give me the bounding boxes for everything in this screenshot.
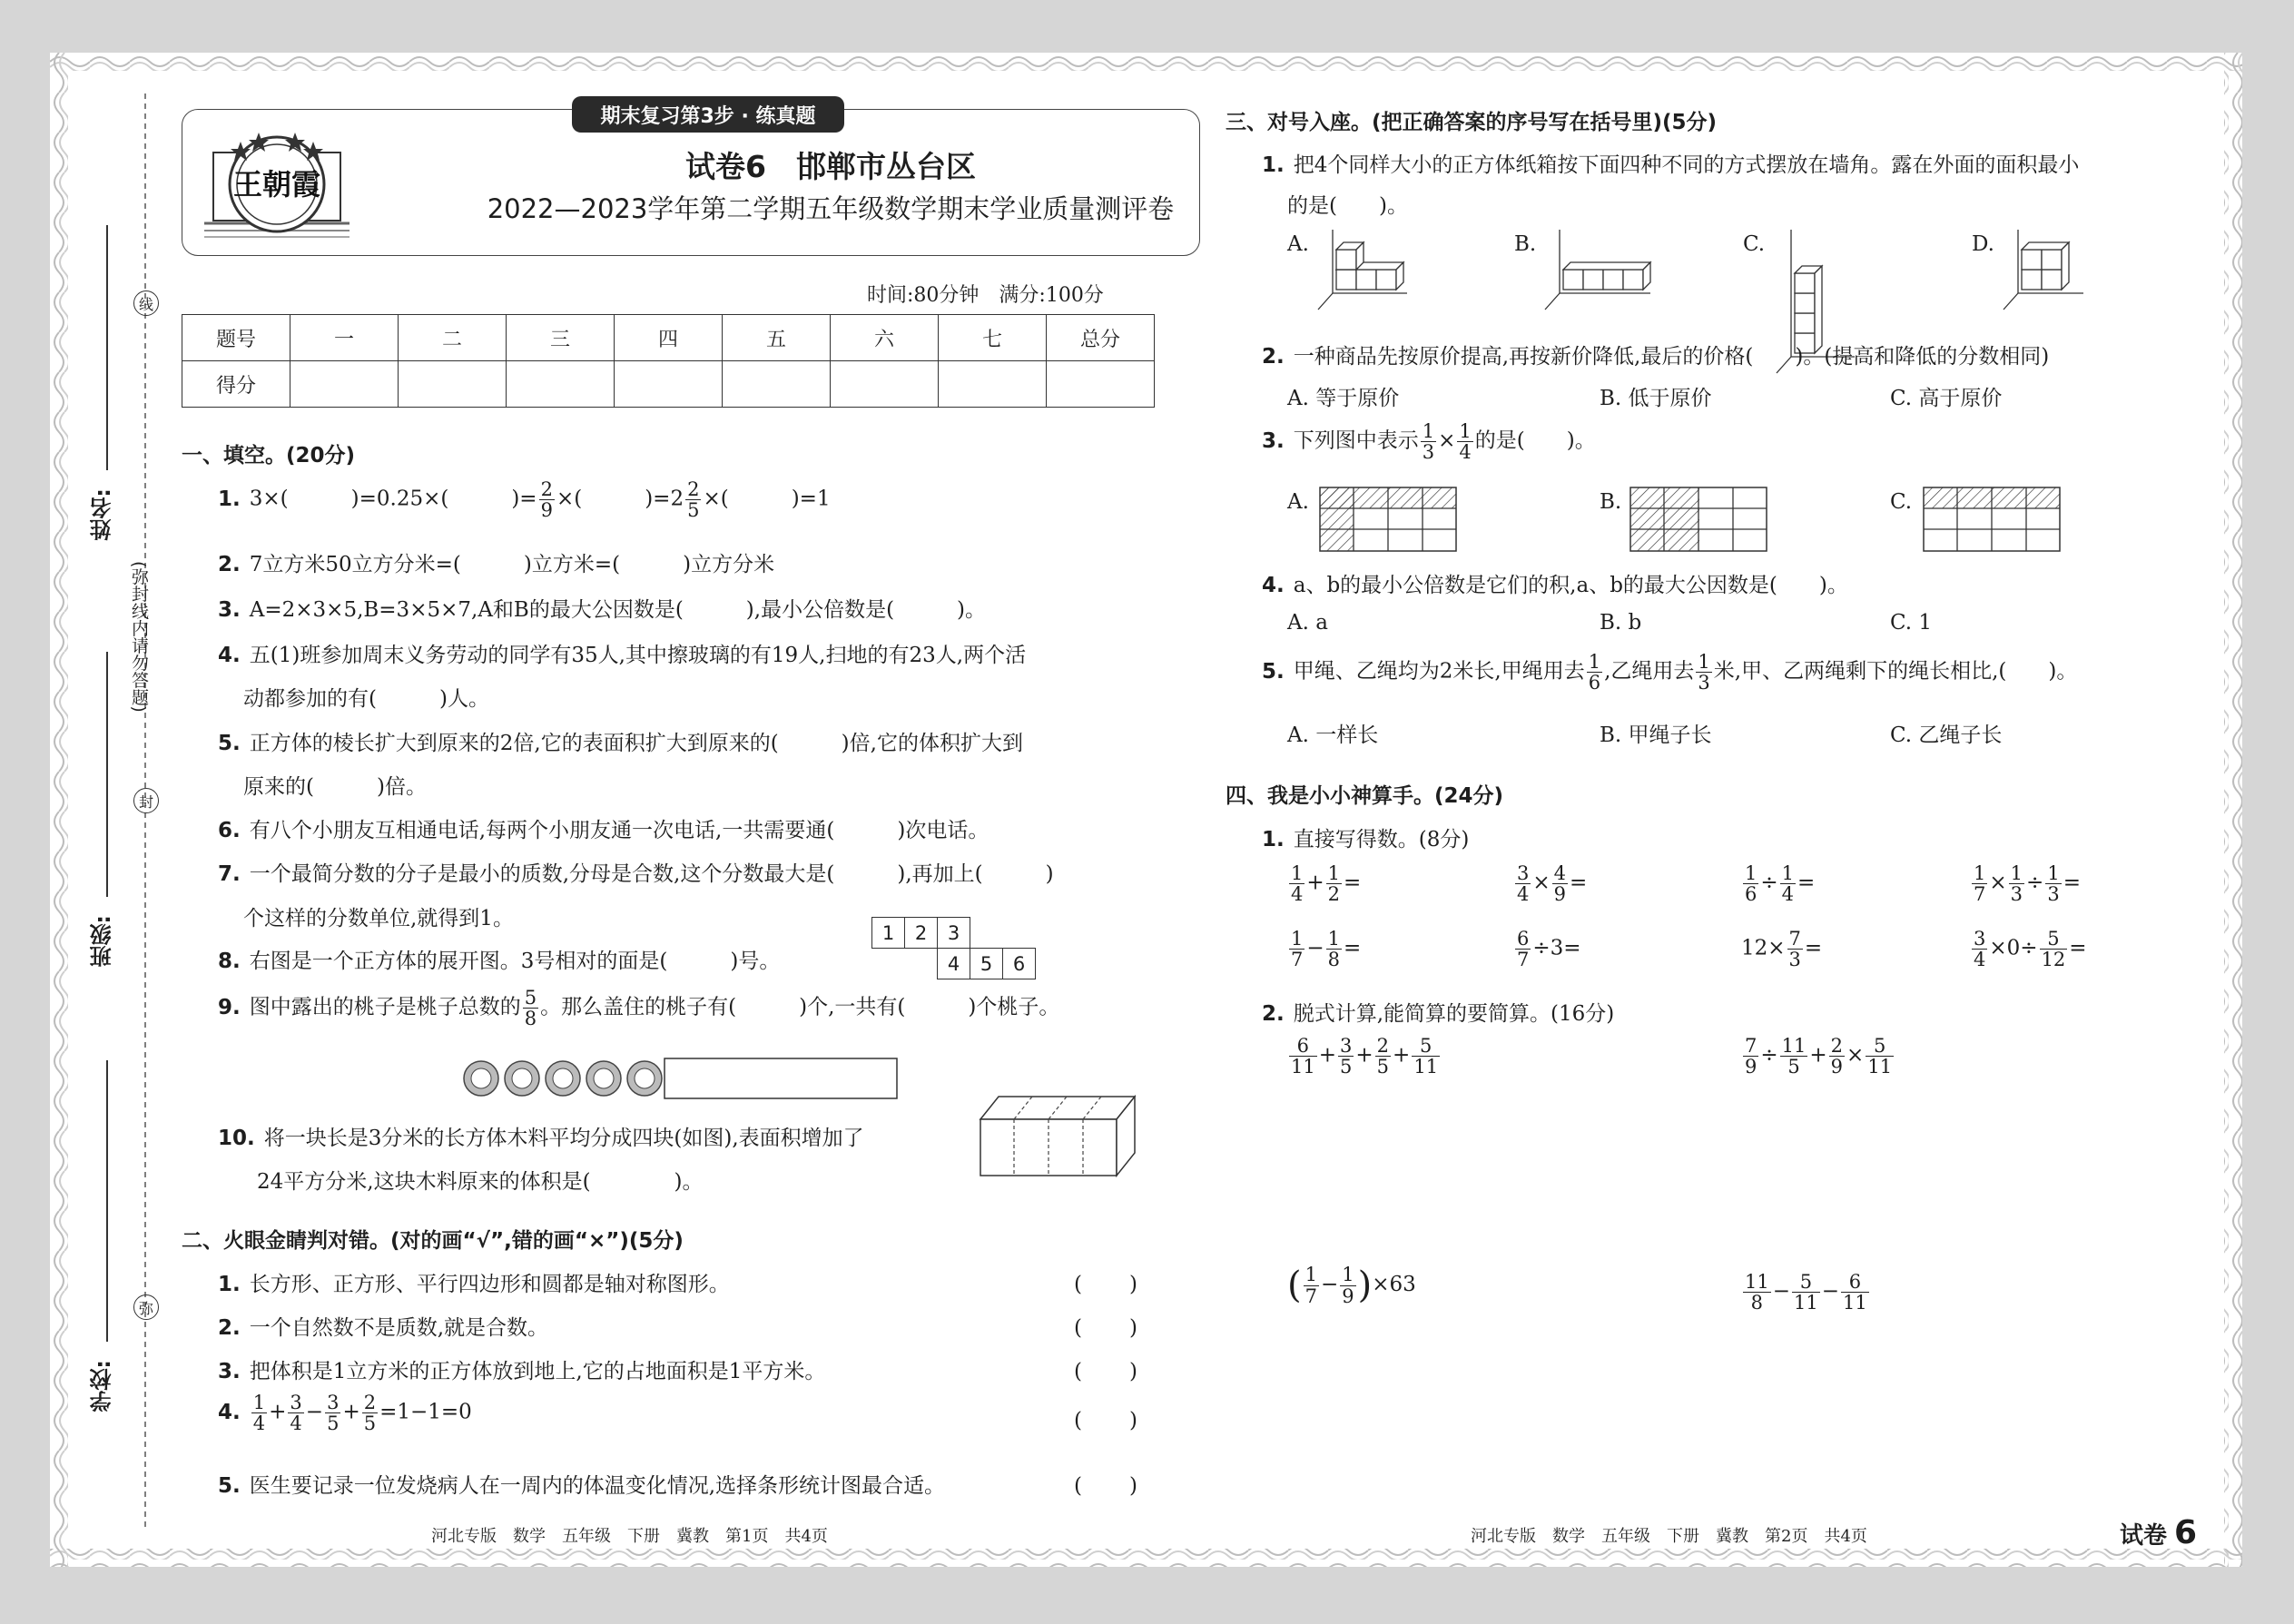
q2-2 xyxy=(218,1311,548,1341)
footer-left: 河北专版 数学 五年级 下册 冀教 第1页 共4页 xyxy=(431,1527,828,1546)
q-text: 把4个同样大小的正方体纸箱按下面四种不同的方式摆放在墙角。露在外面的面积最小 xyxy=(1293,153,2080,177)
grid-figure-a xyxy=(1319,487,1457,552)
binding-note: (弥封线内请勿答题) xyxy=(129,561,149,713)
score-header-0: 题号 xyxy=(182,315,290,361)
q-text: 一个最简分数的分子是最小的质数,分母是合数,这个分数最大是( ),再加上( ) xyxy=(249,862,1054,886)
q-number: 9. xyxy=(218,995,241,1019)
calc-7: 12× $\frac{7}{3}$ = xyxy=(1741,928,1823,971)
logo-seal-icon xyxy=(195,116,359,248)
paper-number: 6 xyxy=(2174,1514,2198,1551)
score-cell[interactable] xyxy=(615,361,723,408)
q-number: 4. xyxy=(218,644,241,667)
calc-1: $\frac{1}{4}$ + $\frac{1}{2}$ = xyxy=(1291,862,1362,906)
option-a[interactable]: A. a xyxy=(1287,611,1328,635)
q3-5 xyxy=(1262,652,2077,693)
answer-paren[interactable]: ( ) xyxy=(1074,1316,1139,1340)
binding-char-mi: 弥 xyxy=(133,1294,159,1320)
q-number: 7. xyxy=(218,862,241,886)
q-text: 医生要记录一位发烧病人在一周内的体温变化情况,选择条形统计图最合适。 xyxy=(249,1474,946,1498)
fraction: $\frac{2}{5}$ xyxy=(363,1392,377,1435)
q1-3 xyxy=(218,593,986,623)
q-number: 5. xyxy=(1262,659,1285,684)
q-text: 直接写得数。(8分) xyxy=(1293,828,1470,851)
q-text: 脱式计算,能简算的要简算。(16分) xyxy=(1293,1002,1615,1026)
option-a[interactable]: A. 一样长 xyxy=(1287,723,1379,747)
score-header-2: 二 xyxy=(399,315,507,361)
q1-10 xyxy=(218,1121,864,1151)
option-d[interactable]: D. xyxy=(1972,232,1994,256)
option-b[interactable]: B. xyxy=(1514,232,1537,256)
q3-1-cont: 的是( )。 xyxy=(1287,194,1408,218)
q1-4 xyxy=(218,638,1026,668)
score-header-6: 六 xyxy=(831,315,939,361)
calc-3: $\frac{1}{6}$ ÷ $\frac{1}{4}$ = xyxy=(1745,862,1816,906)
q-number: 6. xyxy=(218,819,241,842)
score-cell[interactable] xyxy=(723,361,831,408)
option-b[interactable]: B. 甲绳子长 xyxy=(1600,723,1712,747)
section-2-title: 二、火眼金睛判对错。(对的画“√”,错的画“×”)(5分) xyxy=(182,1229,684,1253)
section-1-title: 一、填空。(20分) xyxy=(182,444,356,468)
q1-5-cont: 原来的( )倍。 xyxy=(243,775,427,799)
calc-8: $\frac{3}{4}$ ×0÷ $\frac{5}{12}$ = xyxy=(1974,928,2087,971)
q-text: 长方形、正方形、平行四边形和圆都是轴对称图形。 xyxy=(249,1273,730,1296)
cubes-figure-b xyxy=(1543,230,1652,316)
q-text: 正方体的棱长扩大到原来的2倍,它的表面积扩大到原来的( )倍,它的体积扩大到 xyxy=(249,732,1023,755)
time-info: 时间:80分钟 满分:100分 xyxy=(867,284,1104,307)
score-table xyxy=(182,314,1155,408)
fraction: $\frac{3}{4}$ xyxy=(290,1392,302,1435)
q2-1 xyxy=(218,1267,730,1297)
score-cell[interactable] xyxy=(290,361,399,408)
option-c[interactable]: C. xyxy=(1743,232,1766,256)
q1-4-cont: 动都参加的有( )人。 xyxy=(243,687,489,711)
answer-paren[interactable]: ( ) xyxy=(1074,1409,1139,1432)
logo-text: 王朝霞 xyxy=(232,167,321,202)
q1-6 xyxy=(218,813,989,843)
score-cell[interactable] xyxy=(1047,361,1155,408)
score-header-3: 三 xyxy=(507,315,615,361)
q-text: ×( )=1 xyxy=(703,487,831,511)
q-text: 把体积是1立方米的正方体放到地上,它的占地面积是1平方米。 xyxy=(249,1360,826,1383)
step-calc-2: $\frac{7}{9}$ ÷ $\frac{11}{5}$ + $\frac{2}{9}$ × $\frac{5}{11}$ xyxy=(1745,1035,1893,1078)
grid-figure-b xyxy=(1629,487,1767,552)
q-number: 4. xyxy=(218,1400,241,1424)
q1-10-cont: 24平方分米,这块木料原来的体积是( )。 xyxy=(257,1170,704,1194)
score-cell[interactable] xyxy=(507,361,615,408)
q-text: 3×( )=0.25×( )= xyxy=(249,487,537,511)
q4-2 xyxy=(1262,997,1614,1027)
q-number: 5. xyxy=(218,732,241,755)
q3-3: 3. 下列图中表示 $\frac{1}{3}$ × $\frac{1}{4}$ 的是( )。 xyxy=(1262,420,1596,464)
net-cell: 5 xyxy=(970,948,1003,979)
q2-3 xyxy=(218,1354,825,1384)
calc-2: $\frac{3}{4}$ × $\frac{4}{9}$ = xyxy=(1517,862,1588,906)
name-label: 姓名: xyxy=(90,488,115,541)
q-text: 图中露出的桃子是桃子总数的 xyxy=(249,995,521,1019)
q4-1 xyxy=(1262,822,1469,852)
q-number: 10. xyxy=(218,1127,255,1150)
fraction: $\frac{1}{4}$ xyxy=(1459,420,1472,464)
step-calc-3: ( $\frac{1}{7}$ − $\frac{1}{9}$ )×63 xyxy=(1287,1264,1416,1307)
q-number: 3. xyxy=(218,1360,241,1383)
q-number: 3. xyxy=(1262,428,1285,453)
paper-label-block xyxy=(2120,1514,2197,1551)
q-number: 1. xyxy=(218,1273,241,1296)
exam-sheet xyxy=(50,53,2242,1567)
q3-4 xyxy=(1262,568,1848,598)
option-a[interactable]: A. 等于原价 xyxy=(1287,387,1400,410)
fraction: $\frac{1}{4}$ xyxy=(252,1392,266,1435)
score-header-total: 总分 xyxy=(1047,315,1155,361)
q1-2 xyxy=(218,547,774,577)
q-text: 将一块长是3分米的长方体木料平均分成四块(如图),表面积增加了 xyxy=(263,1127,864,1150)
q-text: ×( )=2 xyxy=(556,487,684,511)
q-text: 甲绳、乙绳均为2米长,甲绳用去 xyxy=(1293,659,1585,684)
fraction: $\frac{3}{5}$ xyxy=(327,1392,340,1435)
footer-right: 河北专版 数学 五年级 下册 冀教 第2页 共4页 xyxy=(1471,1527,1867,1546)
fraction: $\frac{1}{3}$ xyxy=(1422,420,1435,464)
q-number: 1. xyxy=(1262,828,1285,851)
grid-figure-c xyxy=(1923,487,2061,552)
option-c[interactable]: C. xyxy=(1890,490,1913,514)
q-text: 。那么盖住的桃子有( )个,一共有( )个桃子。 xyxy=(540,995,1060,1019)
section-4-title: 四、我是小小神算手。(24分) xyxy=(1226,784,1504,808)
q-text: 下列图中表示 xyxy=(1293,428,1419,453)
option-c[interactable]: C. 乙绳子长 xyxy=(1890,723,2003,747)
section-3-title: 三、对号入座。(把正确答案的序号写在括号里)(5分) xyxy=(1226,111,1718,134)
header-banner: 期末复习第3步 · 练真题 xyxy=(572,96,844,133)
binding-char-xian: 线 xyxy=(133,290,159,316)
answer-paren[interactable]: ( ) xyxy=(1074,1474,1139,1498)
option-b[interactable]: B. xyxy=(1600,490,1622,514)
net-cell: 1 xyxy=(871,917,905,949)
net-cell: 4 xyxy=(937,948,970,979)
q-text: 五(1)班参加周末义务劳动的同学有35人,其中擦玻璃的有19人,扫地的有23人,两个活 xyxy=(249,644,1027,667)
cubes-figure-d xyxy=(2002,230,2092,316)
q1-7-cont: 个这样的分数单位,就得到1。 xyxy=(243,907,514,930)
q-text: ,乙绳用去 xyxy=(1604,659,1695,684)
calc-4: $\frac{1}{7}$ × $\frac{1}{3}$ ÷ $\frac{1}{3}$ = xyxy=(1974,862,2081,906)
calc-5: $\frac{1}{7}$ − $\frac{1}{8}$ = xyxy=(1291,928,1362,971)
q-number: 3. xyxy=(218,598,241,622)
option-a[interactable]: A. xyxy=(1287,490,1309,514)
score-cell[interactable] xyxy=(399,361,507,408)
option-b[interactable]: B. 低于原价 xyxy=(1600,387,1712,410)
q1-8 xyxy=(218,944,780,974)
exam-title: 试卷6 邯郸市丛台区 xyxy=(685,149,976,184)
exam-subtitle: 2022—2023学年第二学期五年级数学期末学业质量测评卷 xyxy=(487,193,1175,224)
q-text: 有八个小朋友互相通电话,每两个小朋友通一次电话,一共需要通( )次电话。 xyxy=(249,819,989,842)
q3-2 xyxy=(1262,340,2049,369)
q-number: 5. xyxy=(218,1474,241,1498)
binding-char-feng: 封 xyxy=(133,788,159,813)
q-number: 8. xyxy=(218,950,241,973)
option-c[interactable]: C. 高于原价 xyxy=(1890,387,2003,410)
score-header-5: 五 xyxy=(723,315,831,361)
wood-block-figure xyxy=(976,1092,1139,1183)
school-label: 学校: xyxy=(90,1360,115,1412)
q-text: a、b的最小公倍数是它们的积,a、b的最大公因数是( )。 xyxy=(1293,574,1848,597)
q-number: 2. xyxy=(218,1316,241,1340)
score-header-4: 四 xyxy=(615,315,723,361)
fraction: $\frac{1}{3}$ xyxy=(1698,651,1710,694)
step-calc-4: $\frac{11}{8}$ − $\frac{5}{11}$ − $\frac{6}{11}$ xyxy=(1745,1271,1867,1314)
q-number: 2. xyxy=(1262,1002,1285,1026)
q-text: 7立方米50立方分米=( )立方米=( )立方分米 xyxy=(249,553,775,576)
paper-label: 试卷 xyxy=(2120,1522,2168,1550)
q-number: 2. xyxy=(1262,345,1285,369)
q-text: 米,甲、乙两绳剩下的绳长相比,( )。 xyxy=(1713,659,2078,684)
q1-5 xyxy=(218,726,1023,756)
class-label: 班级: xyxy=(90,915,115,968)
option-a[interactable]: A. xyxy=(1287,232,1309,256)
score-header-7: 七 xyxy=(939,315,1047,361)
class-field[interactable] xyxy=(106,652,108,897)
fraction: $\frac{5}{8}$ xyxy=(524,987,537,1030)
answer-paren[interactable]: ( ) xyxy=(1074,1360,1139,1383)
option-c[interactable]: C. 1 xyxy=(1890,611,1933,635)
score-cell[interactable] xyxy=(939,361,1047,408)
q-text: =1−1=0 xyxy=(379,1400,472,1424)
name-field[interactable] xyxy=(106,225,108,470)
q3-1 xyxy=(1262,148,2079,178)
q-number: 2. xyxy=(218,553,241,576)
net-cell: 3 xyxy=(937,917,970,949)
score-cell[interactable] xyxy=(831,361,939,408)
fraction: $\frac{2}{5}$ xyxy=(687,478,700,522)
step-calc-1: $\frac{6}{11}$ + $\frac{3}{5}$ + $\frac{2}{5}$ + $\frac{5}{11}$ xyxy=(1291,1035,1439,1078)
calc-6: $\frac{6}{7}$ ÷3= xyxy=(1517,928,1581,971)
net-cell: 6 xyxy=(1002,948,1036,979)
q2-5 xyxy=(218,1469,945,1499)
q-text: A=2×3×5,B=3×5×7,A和B的最大公因数是( ),最小公倍数是( )。 xyxy=(249,598,987,622)
q-text: 一种商品先按原价提高,再按新价降低,最后的价格( )。(提高和降低的分数相同) xyxy=(1293,345,2050,369)
score-row-label: 得分 xyxy=(182,361,290,408)
q-text: 的是( )。 xyxy=(1474,428,1596,453)
peaches-figure xyxy=(458,1051,958,1106)
answer-paren[interactable]: ( ) xyxy=(1074,1273,1139,1296)
q1-1 xyxy=(218,479,831,520)
fraction: $\frac{1}{6}$ xyxy=(1588,651,1601,694)
q-number: 1. xyxy=(218,487,241,511)
q-number: 4. xyxy=(1262,574,1285,597)
cubes-figure-a xyxy=(1316,230,1407,316)
q-text: 一个自然数不是质数,就是合数。 xyxy=(249,1316,549,1340)
option-b[interactable]: B. b xyxy=(1600,611,1642,635)
net-cell: 2 xyxy=(904,917,938,949)
q1-7 xyxy=(218,857,1054,887)
q2-4: 4. $\frac{1}{4}$ + $\frac{3}{4}$ − $\frac{3}{5}$ + $\frac{2}{5}$ =1−1=0 xyxy=(218,1392,472,1435)
fraction: $\frac{2}{9}$ xyxy=(540,478,553,522)
score-header-1: 一 xyxy=(290,315,399,361)
school-field[interactable] xyxy=(106,1060,108,1342)
q1-9 xyxy=(218,988,1059,1029)
q-text: 右图是一个正方体的展开图。3号相对的面是( )号。 xyxy=(249,950,781,973)
q-number: 1. xyxy=(1262,153,1285,177)
